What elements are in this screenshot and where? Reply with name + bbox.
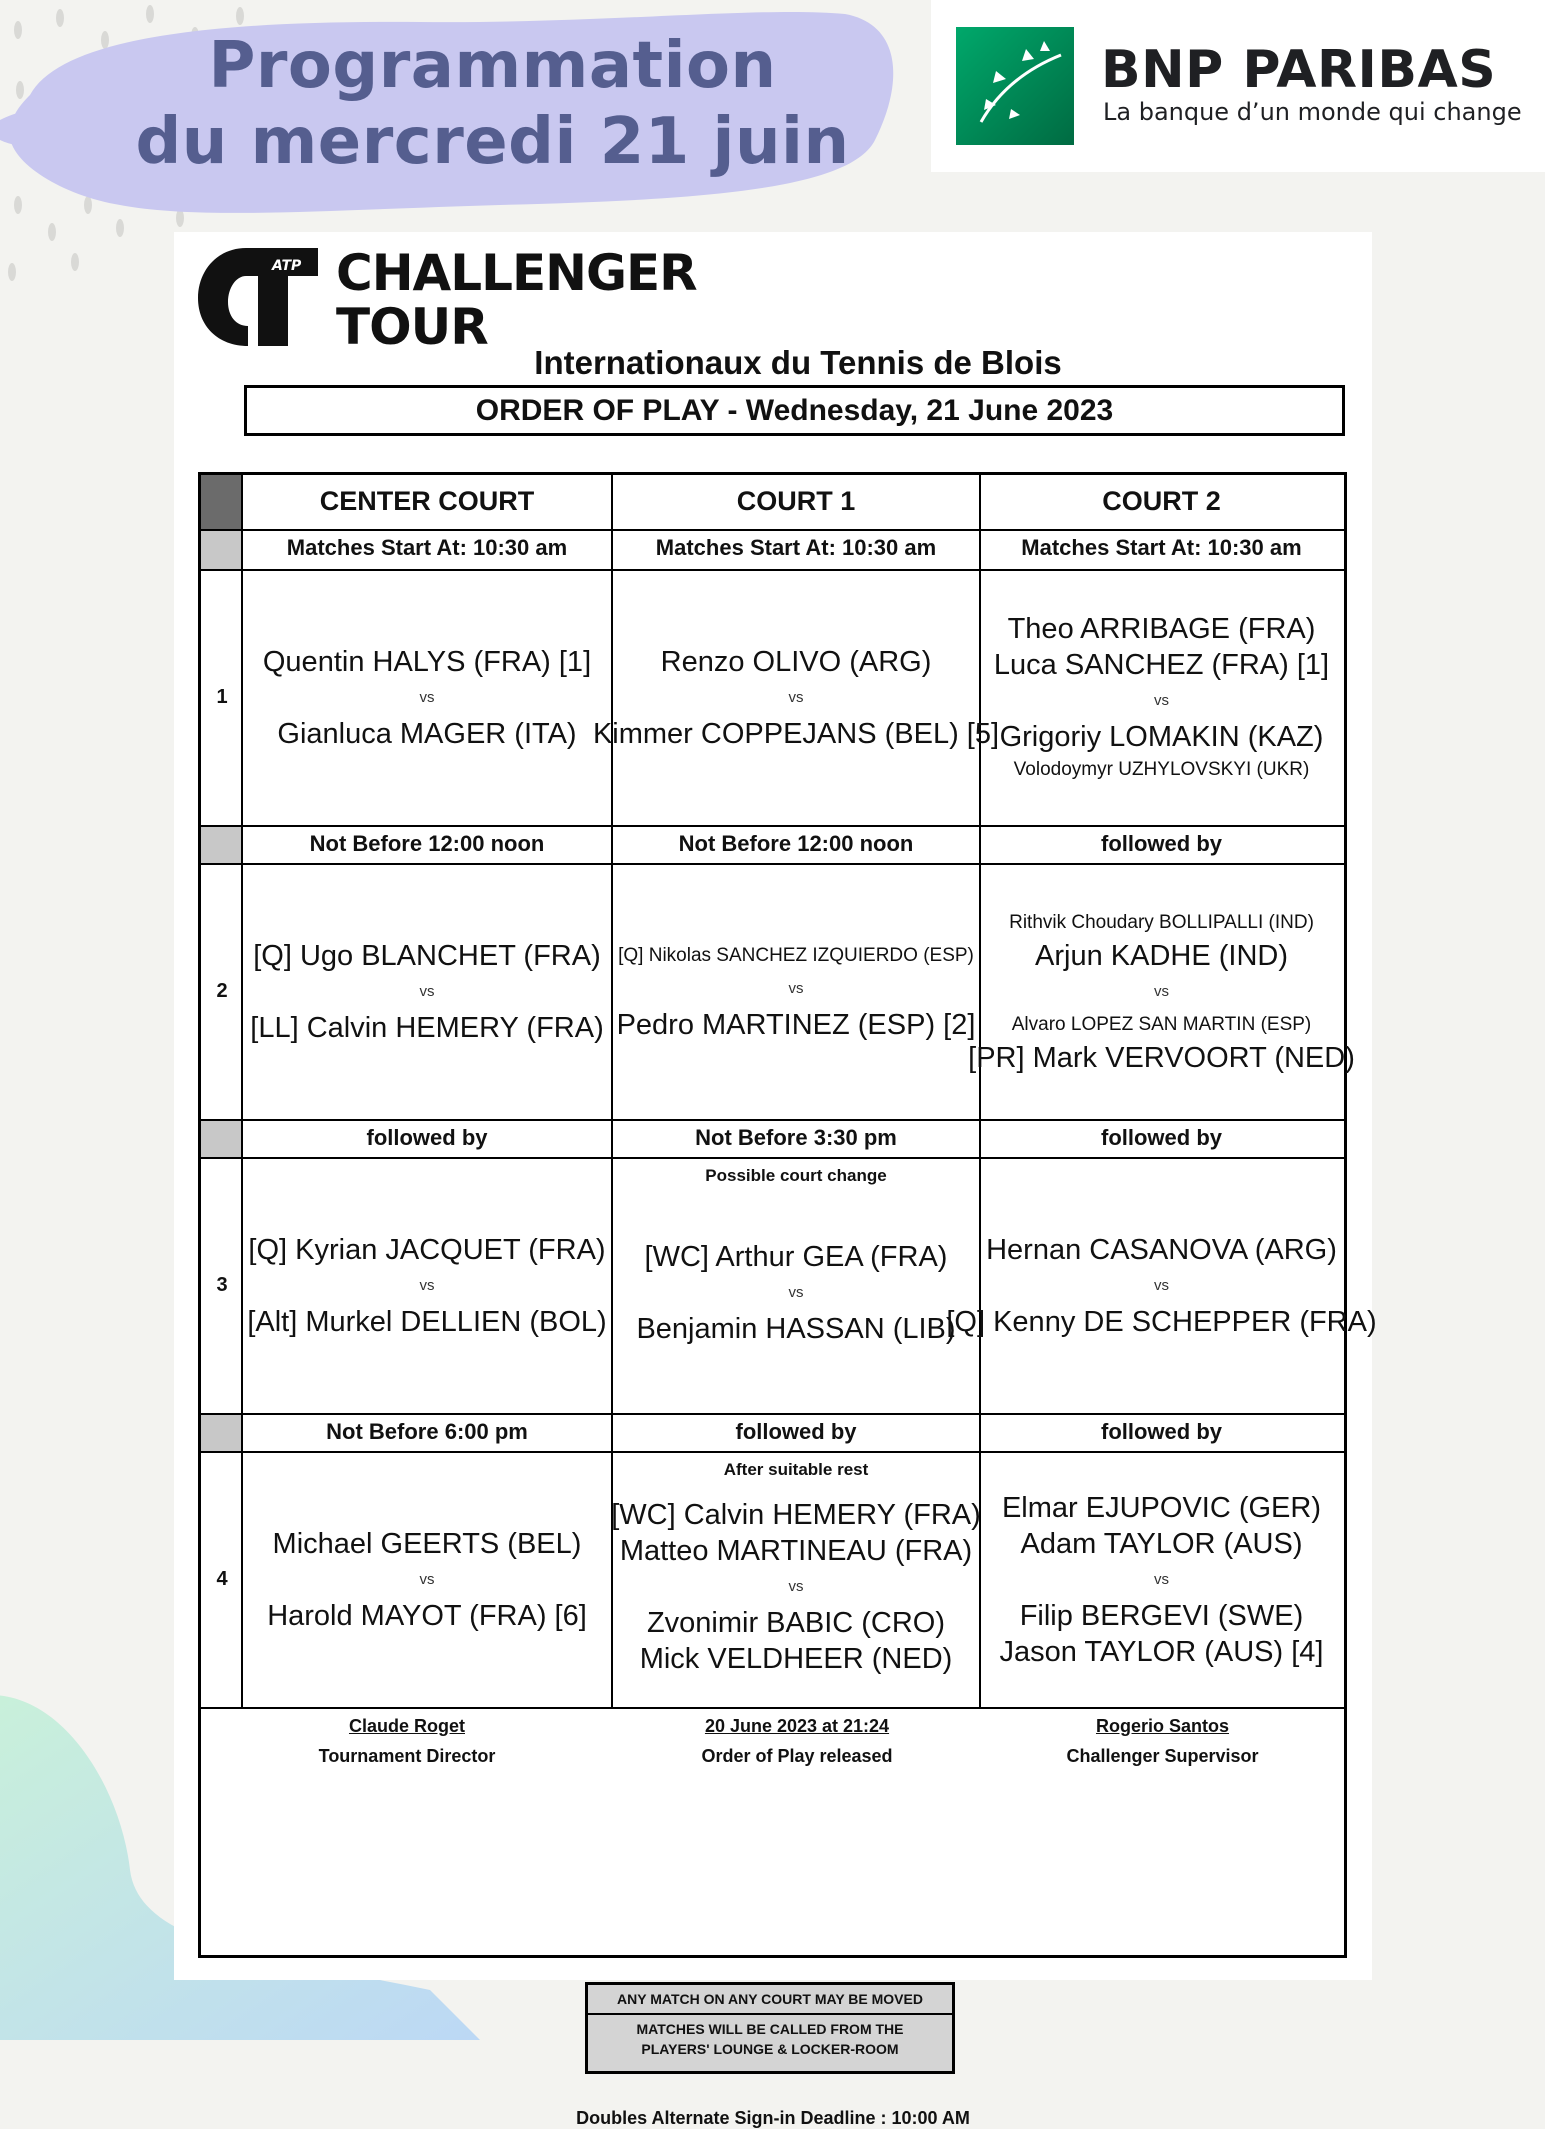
time-slot: followed by: [735, 1419, 857, 1444]
match-cell: [243, 1159, 611, 1413]
round-number: 1: [216, 686, 228, 708]
time-slot: followed by: [1101, 1125, 1222, 1150]
vs-label: vs: [788, 689, 804, 706]
notice-box: [585, 1982, 955, 2074]
player-name: Hernan CASANOVA (ARG): [986, 1234, 1337, 1266]
match-block: [636, 1239, 955, 1347]
sponsor-card: [931, 0, 1545, 172]
sponsor-tagline: La banque d’un monde qui change: [1103, 98, 1522, 126]
footer-signature: [201, 1711, 613, 1771]
match-block: [247, 1232, 606, 1340]
doubles-deadline: Doubles Alternate Sign-in Deadline : 10:00 AM: [576, 2108, 970, 2128]
start-time: Matches Start At: 10:30 am: [655, 535, 937, 560]
match-cell: [613, 865, 979, 1119]
notice-called: MATCHES WILL BE CALLED FROM THE PLAYERS' LOUNGE & LOCKER-ROOM: [636, 2021, 904, 2057]
player-name: Volodoymyr UZHYLOVSKYI (UKR): [1013, 759, 1310, 780]
time-slot: followed by: [1101, 1419, 1222, 1444]
match-block: [617, 941, 976, 1043]
player-name: Gianluca MAGER (ITA): [277, 718, 577, 750]
player-name: Rithvik Choudary BOLLIPALLI (IND): [1009, 912, 1314, 933]
match-cell: [946, 1159, 1377, 1413]
vs-label: vs: [788, 1284, 804, 1301]
court-header: COURT 2: [1102, 486, 1221, 516]
round-number: 3: [216, 1274, 228, 1296]
court-header: COURT 1: [736, 486, 856, 516]
match-cell: [981, 571, 1342, 825]
footer-signature: [981, 1711, 1344, 1771]
atp-challenger-logo: [196, 246, 321, 351]
row-marker: [201, 827, 243, 863]
time-slot: Not Before 12:00 noon: [309, 831, 545, 856]
player-name: [Alt] Murkel DELLIEN (BOL): [247, 1306, 607, 1338]
order-of-play-document: [174, 232, 1377, 2128]
challenger-tour-wordmark: [336, 246, 697, 354]
player-name: Jason TAYLOR (AUS) [4]: [999, 1636, 1324, 1668]
player-name: Quentin HALYS (FRA) [1]: [262, 646, 592, 678]
match-cell: [243, 1453, 611, 1707]
event-name: Internationaux du Tennis de Blois: [534, 344, 1062, 381]
row-marker: [201, 475, 243, 529]
vs-label: vs: [1154, 692, 1169, 709]
player-name: Pedro MARTINEZ (ESP) [2]: [616, 1009, 976, 1041]
player-name: Grigoriy LOMAKIN (KAZ): [999, 721, 1324, 753]
match-block: [263, 644, 591, 752]
match-block: [250, 938, 603, 1046]
grid-line: [201, 1707, 1344, 1709]
atp-mark: ATP: [272, 258, 302, 274]
player-name: Kimmer COPPEJANS (BEL) [5]: [592, 718, 1000, 750]
match-note: After suitable rest: [723, 1460, 869, 1479]
match-cell: [981, 1453, 1342, 1707]
supervisor-name: Rogerio Santos: [1095, 1716, 1229, 1736]
sponsor-name: BNP PARIBAS: [1101, 40, 1497, 100]
vs-label: vs: [788, 1578, 804, 1595]
player-name: [Q] Kyrian JACQUET (FRA): [248, 1234, 606, 1266]
match-block: [1000, 1490, 1324, 1670]
player-name: [PR] Mark VERVOORT (NED): [968, 1042, 1355, 1074]
player-name: [LL] Calvin HEMERY (FRA): [250, 1012, 604, 1044]
order-of-play-title: ORDER OF PLAY - Wednesday, 21 June 2023: [244, 385, 1345, 436]
vs-label: vs: [419, 689, 435, 706]
notice-moved: ANY MATCH ON ANY COURT MAY BE MOVED: [588, 1985, 952, 2015]
start-time: Matches Start At: 10:30 am: [1021, 535, 1302, 560]
match-cell: [243, 865, 611, 1119]
player-name: Luca SANCHEZ (FRA) [1]: [993, 649, 1330, 681]
bnp-stars-logo: [956, 27, 1074, 145]
match-cell: [592, 571, 1000, 825]
player-name: Harold MAYOT (FRA) [6]: [267, 1600, 587, 1632]
release-date: 20 June 2023 at 21:24: [704, 1716, 890, 1736]
match-block: [946, 1232, 1376, 1340]
time-slot: followed by: [366, 1125, 488, 1150]
player-name: Zvonimir BABIC (CRO): [646, 1607, 946, 1639]
time-slot: Not Before 3:30 pm: [695, 1125, 897, 1150]
vs-label: vs: [1153, 1571, 1169, 1588]
match-block: [611, 1497, 981, 1677]
director-name: Claude Roget: [348, 1716, 465, 1736]
player-name: Alvaro LOPEZ SAN MARTIN (ESP): [1011, 1014, 1312, 1035]
supervisor-title: Challenger Supervisor: [1066, 1746, 1259, 1766]
release-label: Order of Play released: [701, 1746, 893, 1766]
vs-label: vs: [419, 1571, 435, 1588]
player-name: Theo ARRIBAGE (FRA): [1007, 613, 1316, 645]
row-marker: [201, 1121, 243, 1157]
vs-label: vs: [788, 980, 804, 997]
player-name: Arjun KADHE (IND): [1035, 940, 1288, 972]
player-name: Mick VELDHEER (NED): [639, 1643, 953, 1675]
player-name: Renzo OLIVO (ARG): [660, 646, 932, 678]
start-time: Matches Start At: 10:30 am: [286, 535, 568, 560]
wordmark-line2: TOUR: [336, 298, 488, 356]
vs-label: vs: [419, 983, 435, 1000]
row-marker: [201, 1415, 243, 1451]
director-title: Tournament Director: [318, 1746, 496, 1766]
player-name: [WC] Arthur GEA (FRA): [644, 1241, 948, 1273]
round-number: 2: [216, 980, 228, 1002]
player-name: [WC] Calvin HEMERY (FRA): [611, 1499, 981, 1531]
vs-label: vs: [1154, 983, 1169, 1000]
banner-title: [0, 28, 985, 180]
match-block: [968, 908, 1355, 1076]
round-number: 4: [216, 1568, 228, 1590]
match-cell: [243, 571, 611, 825]
footer-signature: [613, 1711, 981, 1771]
match-cell: [613, 1453, 979, 1707]
player-name: [Q] Ugo BLANCHET (FRA): [253, 940, 601, 972]
row-marker: [201, 531, 243, 569]
vs-label: vs: [419, 1277, 435, 1294]
player-name: Adam TAYLOR (AUS): [1020, 1528, 1303, 1560]
wordmark-line1: CHALLENGER: [336, 244, 697, 302]
time-slot: Not Before 6:00 pm: [326, 1419, 528, 1444]
match-cell: [613, 1159, 979, 1413]
time-slot: followed by: [1101, 831, 1222, 856]
player-name: [Q] Nikolas SANCHEZ IZQUIERDO (ESP): [618, 945, 974, 966]
player-name: Benjamin HASSAN (LIB): [636, 1313, 956, 1345]
match-cell: [968, 865, 1355, 1119]
match-block: [267, 1526, 587, 1634]
match-block: [593, 644, 999, 752]
banner-title-line1: Programmation: [208, 29, 777, 103]
match-note: Possible court change: [705, 1166, 887, 1185]
court-header: CENTER COURT: [319, 486, 535, 516]
player-name: [Q] Kenny DE SCHEPPER (FRA): [946, 1306, 1377, 1338]
player-name: Michael GEERTS (BEL): [272, 1528, 582, 1560]
schedule-grid: [198, 472, 1377, 1958]
vs-label: vs: [1154, 1277, 1169, 1294]
time-slot: Not Before 12:00 noon: [678, 831, 914, 856]
banner-title-line2: du mercredi 21 juin: [135, 105, 850, 179]
player-name: Elmar EJUPOVIC (GER): [1001, 1492, 1321, 1524]
player-name: Matteo MARTINEAU (FRA): [619, 1535, 973, 1567]
player-name: Filip BERGEVI (SWE): [1019, 1600, 1304, 1632]
match-block: [994, 611, 1329, 785]
